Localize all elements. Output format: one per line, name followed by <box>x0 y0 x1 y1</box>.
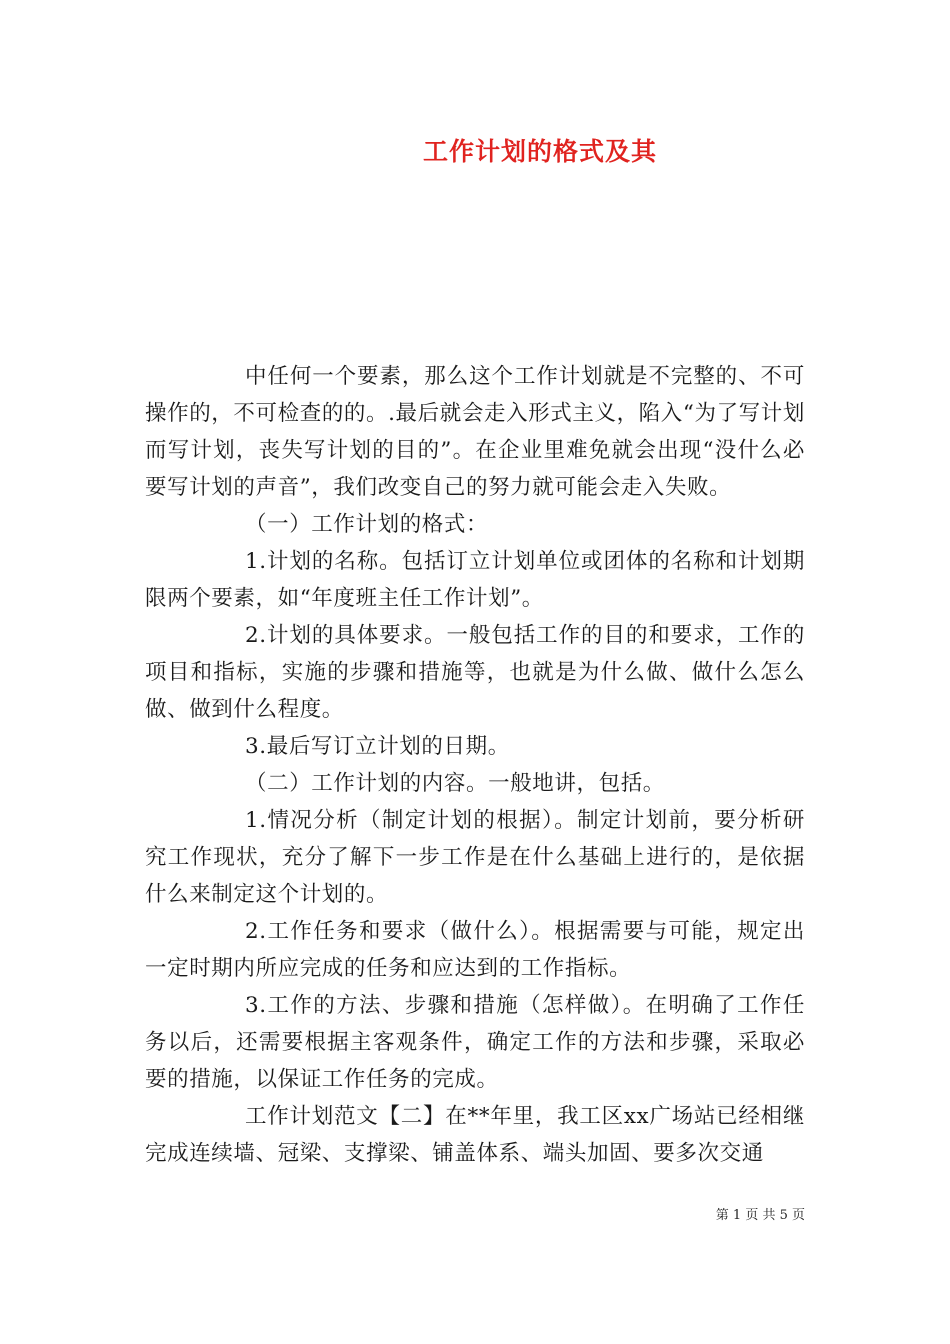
paragraph: 2.计划的具体要求。一般包括工作的目的和要求，工作的项目和指标，实施的步骤和措施等，也就是为什么做、做什么怎么做、做到什么程度。 <box>145 623 805 722</box>
paragraph: 工作计划范文【二】在**年里，我工区xx广场站已经相继完成连续墙、冠梁、支撑梁、铺盖体系、端头加固、要多次交通 <box>145 1104 805 1166</box>
paragraph: 3.工作的方法、步骤和措施（怎样做）。在明确了工作任务以后，还需要根据主客观条件，确定工作的方法和步骤，采取必要的措施，以保证工作任务的完成。 <box>145 993 805 1092</box>
paragraph: 2.工作任务和要求（做什么）。根据需要与可能，规定出一定时期内所应完成的任务和应达到的工作指标。 <box>145 919 805 981</box>
paragraph: （二）工作计划的内容。一般地讲，包括。 <box>245 771 665 796</box>
document-title: 工作计划的格式及其 <box>422 137 657 166</box>
page-footer: 第 1 页 共 5 页 <box>715 1208 805 1223</box>
paragraph: 1.计划的名称。包括订立计划单位或团体的名称和计划期限两个要素，如“年度班主任工作计划”。 <box>145 549 805 611</box>
paragraph: 1.情况分析（制定计划的根据）。制定计划前，要分析研究工作现状，充分了解下一步工作是在什么基础上进行的，是依据什么来制定这个计划的。 <box>145 808 805 907</box>
paragraph: 中任何一个要素，那么这个工作计划就是不完整的、不可操作的，不可检查的的。.最后就会走入形式主义，陷入“为了写计划而写计划，丧失写计划的目的”。在企业里难免就会出现“没什么必要写计划的声音”，我们改变自己的努力就可能会走入失败。 <box>145 364 805 500</box>
paragraph: （一）工作计划的格式： <box>245 512 489 537</box>
document-body <box>145 358 805 1172</box>
paragraph: 3.最后写订立计划的日期。 <box>245 734 510 759</box>
